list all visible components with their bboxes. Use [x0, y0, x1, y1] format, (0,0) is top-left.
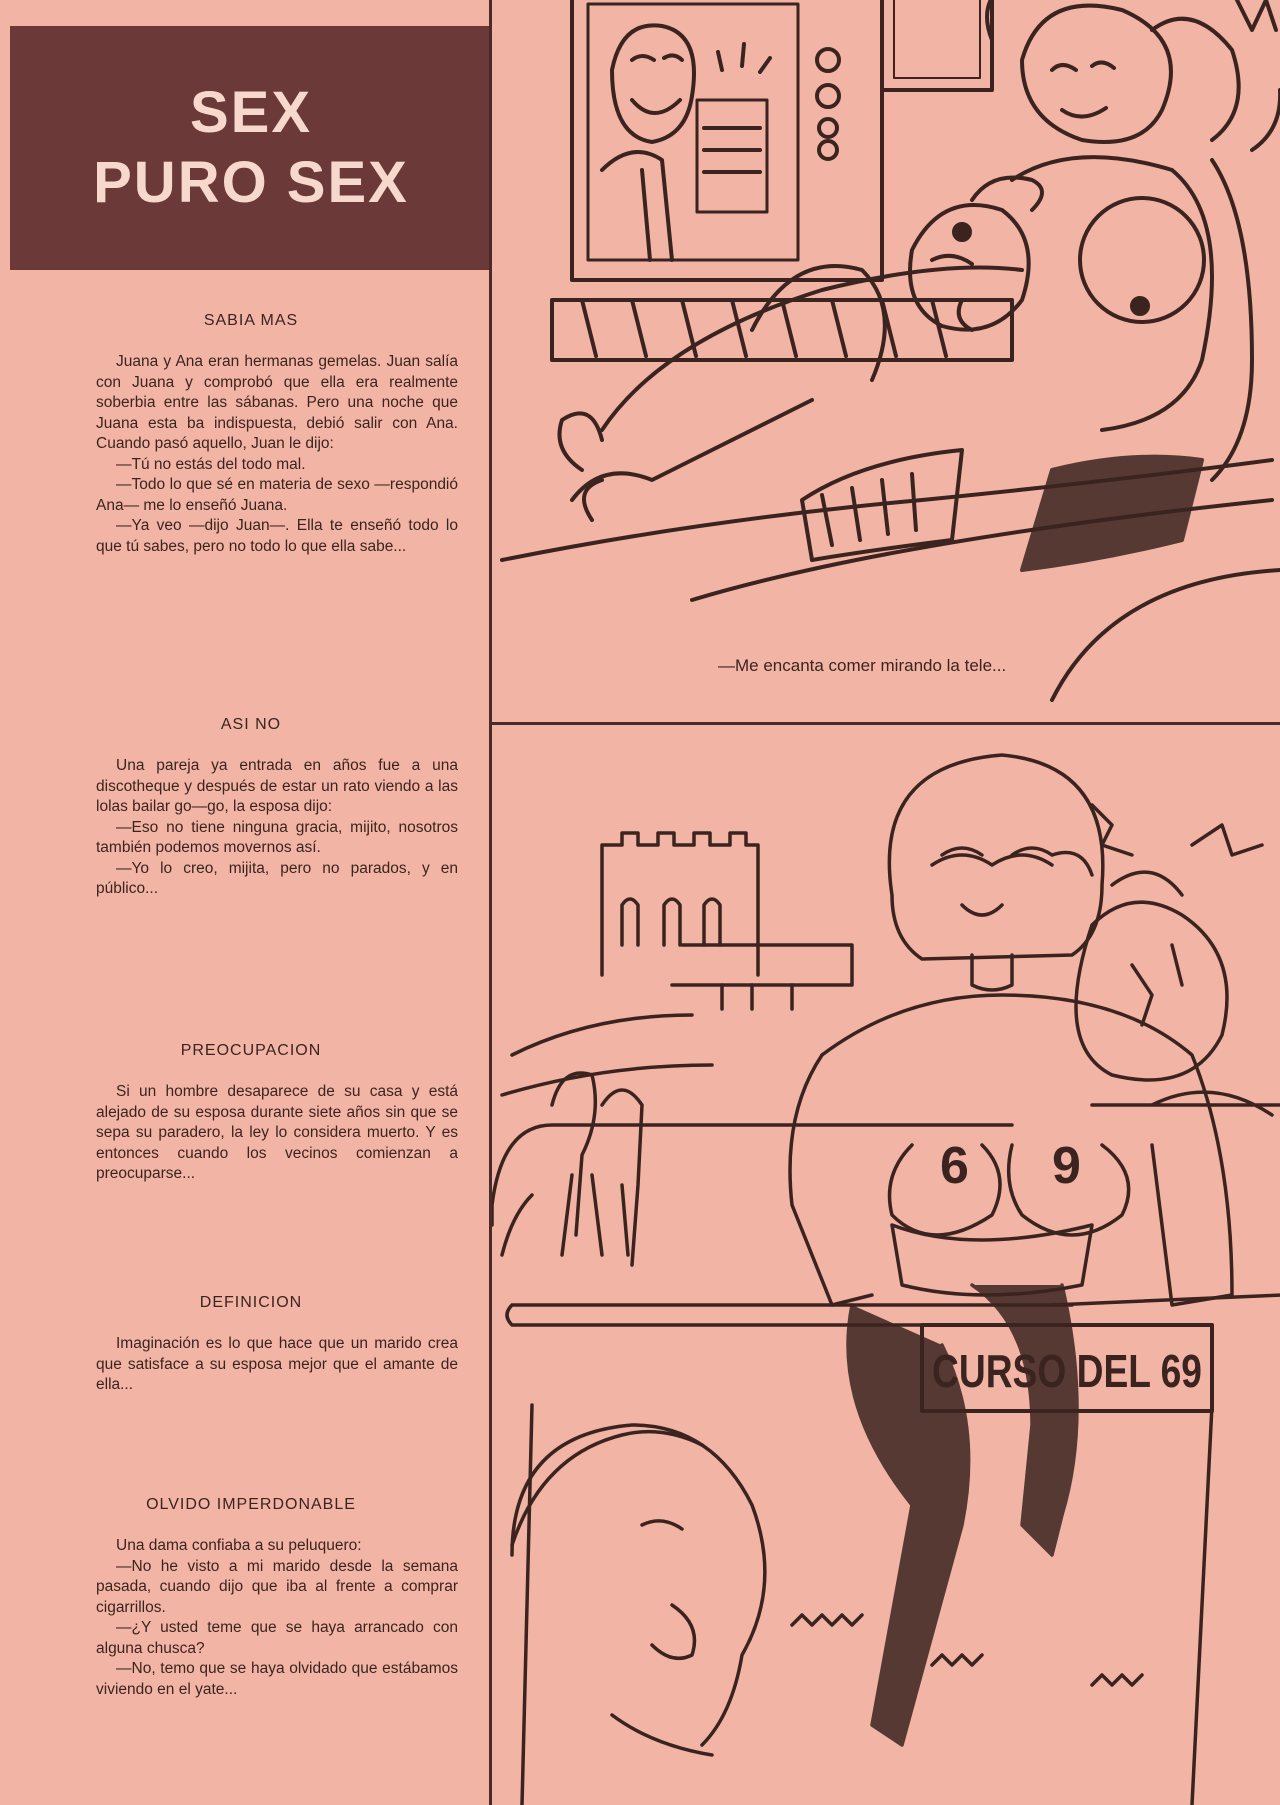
- story-asi-no: [10, 716, 492, 900]
- story-olvido-imperdonable: [10, 1496, 492, 1700]
- story-paragraph: —Tú no estás del todo mal.: [116, 455, 306, 473]
- story-sabia-mas: [10, 312, 492, 557]
- story-paragraph: Una pareja ya entrada en años fue a una discotheque y después de estar un rato viendo a las lolas bailar go—go, la esposa dijo:: [96, 757, 458, 815]
- story-heading: DEFINICION: [199, 1294, 303, 1311]
- story-paragraph: —¿Y usted teme que se haya arrancado con alguna chusca?: [96, 1619, 458, 1657]
- story-heading: ASI NO: [220, 716, 282, 733]
- story-paragraph: —Eso no tiene ninguna gracia, mijito, nosotros también podemos movernos así.: [96, 818, 458, 856]
- story-paragraph: Una dama confiaba a su peluquero:: [116, 1537, 362, 1554]
- story-heading: SABIA MAS: [203, 312, 299, 329]
- story-paragraph: —No he visto a mi marido desde la semana pasada, cuando dijo que iba al frente a comprar cigarrillos.: [96, 1557, 458, 1616]
- cartoon-caption: —Me encanta comer mirando la tele...: [718, 656, 1007, 675]
- sweater-number-left: 6: [940, 1137, 969, 1195]
- cartoon-panel-top: [492, 0, 1280, 722]
- title-line-1: SEX: [189, 80, 313, 145]
- cartoon-panel-bottom: [492, 725, 1280, 1805]
- title-band: [10, 26, 492, 270]
- cartoon-illustration-bench: [492, 725, 1280, 1805]
- story-preocupacion: [10, 1042, 492, 1185]
- cartoon-illustration-tv: [492, 0, 1280, 722]
- story-paragraph: Si un hombre desaparece de su casa y está alejado de su esposa durante siete años sin que se sepa su paradero, la ley lo considera muerto. Y es entonces cuando los vecinos comienzan a preocuparse...: [96, 1083, 458, 1182]
- story-paragraph: —Ya veo —dijo Juan—. Ella te enseñó todo lo que tú sabes, pero no todo lo que ella sabe...: [96, 517, 458, 555]
- story-heading: PREOCUPACION: [180, 1042, 322, 1059]
- story-heading: OLVIDO IMPERDONABLE: [146, 1496, 356, 1513]
- story-paragraph: —Todo lo que sé en materia de sexo —respondió Ana— me lo enseñó Juana.: [96, 476, 458, 514]
- story-paragraph: Juana y Ana eran hermanas gemelas. Juan salía con Juana y comprobó que ella era realmente soberbia entre las sábanas. Pero una noche que Juana esta ba indispuesta, debió salir con Ana. Cuando pasó aquello, Juan le dijo:: [96, 353, 458, 452]
- story-definicion: [10, 1294, 492, 1396]
- sweater-number-right: 9: [1052, 1137, 1081, 1195]
- story-paragraph: —No, temo que se haya olvidado que estábamos viviendo en el yate...: [96, 1660, 458, 1698]
- bench-sign-text: CURSO DEL 69: [932, 1345, 1202, 1397]
- story-paragraph: —Yo lo creo, mijita, pero no parados, y en público...: [96, 859, 458, 897]
- story-paragraph: Imaginación es lo que hace que un marido crea que satisface a su esposa mejor que el amante de ella...: [96, 1335, 458, 1393]
- title-line-2: PURO SEX: [93, 150, 409, 215]
- jokes-column: [10, 26, 492, 1805]
